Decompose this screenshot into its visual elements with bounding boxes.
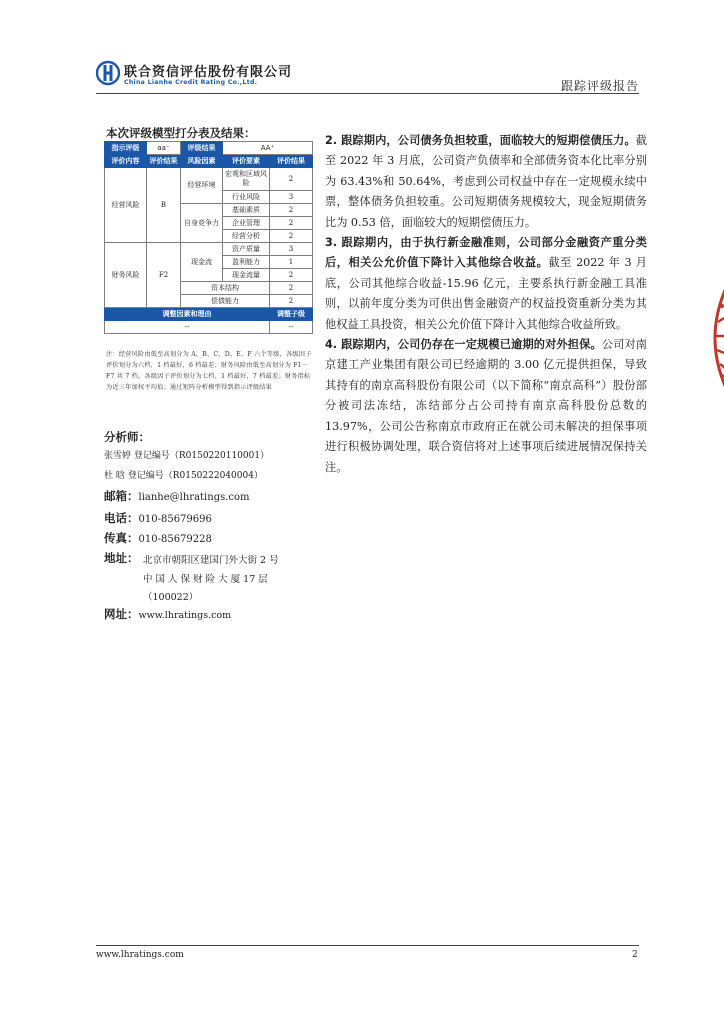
table-cell: 3 [270,191,313,204]
fax-row [104,530,212,546]
table-cell: 3 [270,243,313,256]
paragraph-heading: 3. 跟踪期内，由于执行新金融准则，公司部分金融资产重分类后，相关公允价值下降计入其他综合收益。 [325,236,647,270]
address-label: 地址： [104,551,139,565]
table-header-cell: 评价内容 [105,155,147,168]
paragraph-2 [325,131,647,233]
table-header-cell: 调整子级 [270,308,313,321]
table-cell: 宏观和区域风险 [223,168,270,191]
score-table-title: 本次评级模型打分表及结果： [106,126,256,140]
table-cell: -- [105,321,270,334]
footer-rule [96,945,639,946]
table-header-cell: 评价结果 [147,155,181,168]
paragraph-text: 公司对南京建工产业集团有限公司已经逾期的 3.00 亿元提供担保，导致其持有的南京高科股份有限公司（以下简称“南京高科”）股份部分被司法冻结，冻结部分占公司持有南京高科股份总数的 13.97%，公司公告称南京市政府正在就公司未解决的担保事项进行积极协调处理，联合资信将对上述事项后续进展情况保持关注。 [325,338,647,474]
table-header-cell: 评价结果 [270,155,313,168]
table-row [105,243,313,256]
table-cell: 现金流量 [223,269,270,282]
table-cell: 2 [270,282,313,295]
table-row [105,168,313,191]
seal-watermark-icon [700,282,724,394]
paragraph-text: 截至 2022 年 3 月底，公司其他综合收益-15.96 亿元，主要系执行新金融工具准则，以前年度分类为可供出售金融资产的权益投资重新分类为其他权益工具投资，相关公允价值下降计入其他综合收益所致。 [325,256,647,331]
phone-value: 010-85679696 [138,514,212,525]
table-cell: 2 [270,217,313,230]
table-cell: 指示评级 [105,142,147,155]
email-label: 邮箱： [104,489,139,503]
table-cell: 经营分析 [223,230,270,243]
footer-url[interactable]: www.lhratings.com [96,950,184,960]
fax-value: 010-85679228 [138,534,212,545]
company-name-cn: 联合资信评估股份有限公司 [124,65,293,80]
table-cell: 2 [270,204,313,217]
table-cell: 企业管理 [223,217,270,230]
email-row [104,488,250,504]
web-label: 网址： [104,607,139,621]
email-link[interactable]: lianhe@lhratings.com [138,492,250,503]
paragraph-heading: 2. 跟踪期内，公司债务负担较重，面临较大的短期偿债压力。 [325,134,636,147]
address-line: 中 国 人 保 财 险 大 厦 17 层 [143,574,268,585]
paragraph-text: 截至 2022 年 3 月底，公司资产负债率和全部债务资本化比率分别为 63.43%和 50.64%，考虑到公司权益中存在一定规模永续中票，整体债务负担较重。公司短期债务规模较大，现金短期债务比为 0.53 倍，面临较大的短期偿债压力。 [325,134,647,229]
table-cell: B [147,168,181,243]
table-cell: 2 [270,230,313,243]
table-cell: 经营环境 [181,168,223,204]
table-cell: aa⁻ [147,142,181,155]
address-line: 北京市朝阳区建国门外大街 2 号 [143,555,279,566]
company-logo-icon [96,60,120,86]
table-cell: 经营风险 [105,168,147,243]
table-cell: 评级结果 [181,142,223,155]
table-cell: 行业风险 [223,191,270,204]
table-cell: 2 [270,269,313,282]
table-cell: 2 [270,295,313,308]
report-body [325,131,647,478]
rating-score-table [104,141,313,334]
paragraph-4 [325,335,647,478]
table-row [105,155,313,168]
page-number: 2 [632,950,638,960]
table-cell: 现金流 [181,243,223,282]
web-link[interactable]: www.lhratings.com [138,610,232,621]
table-cell: -- [270,321,313,334]
table-cell: 1 [270,256,313,269]
table-header-cell: 风险因素 [181,155,223,168]
phone-label: 电话： [104,511,139,525]
phone-row [104,510,212,526]
header-rule [96,93,639,94]
table-note: 注：经营风险由低至高划分为 A、B、C、D、E、F 六个等级，各级因子评价划分为六档，1 档最好，6 档最差；财务风险由低至高划分为 F1－F7 共 7 档，各级因子评价划分为七档，1 档最好，7 档最差；财务指标为近三年加权平均值；通过矩阵分析模型得到指示评级结果 [106,351,312,391]
table-cell: 2 [270,168,313,191]
paragraph-heading: 4. 跟踪期内，公司仍存在一定规模已逾期的对外担保。 [325,338,602,352]
fax-label: 传真： [104,531,139,545]
table-cell: 资产质量 [223,243,270,256]
analyst-entry: 杜 晗 登记编号（R0150222040004） [104,471,263,481]
company-name-en: China Lianhe Credit Rating Co.,Ltd. [124,79,258,86]
table-cell: 基础素质 [223,204,270,217]
address-line: （100022） [143,592,199,603]
table-cell: F2 [147,243,181,308]
paragraph-3 [325,233,647,335]
table-header-cell: 评价要素 [223,155,270,168]
table-cell: 资本结构 [181,282,270,295]
table-row [105,308,313,321]
report-type: 跟踪评级报告 [560,79,639,93]
table-cell: 偿债能力 [181,295,270,308]
table-row [105,321,313,334]
table-cell: AA⁺ [223,142,313,155]
table-cell: 自身竞争力 [181,204,223,243]
web-row [104,606,231,622]
analyst-entry: 张雪婷 登记编号（R0150220110001） [104,451,270,461]
table-cell: 财务风险 [105,243,147,308]
table-cell: 盈利能力 [223,256,270,269]
table-header-cell: 调整因素和理由 [105,308,270,321]
analyst-title: 分析师： [104,430,150,444]
table-row [105,142,313,155]
